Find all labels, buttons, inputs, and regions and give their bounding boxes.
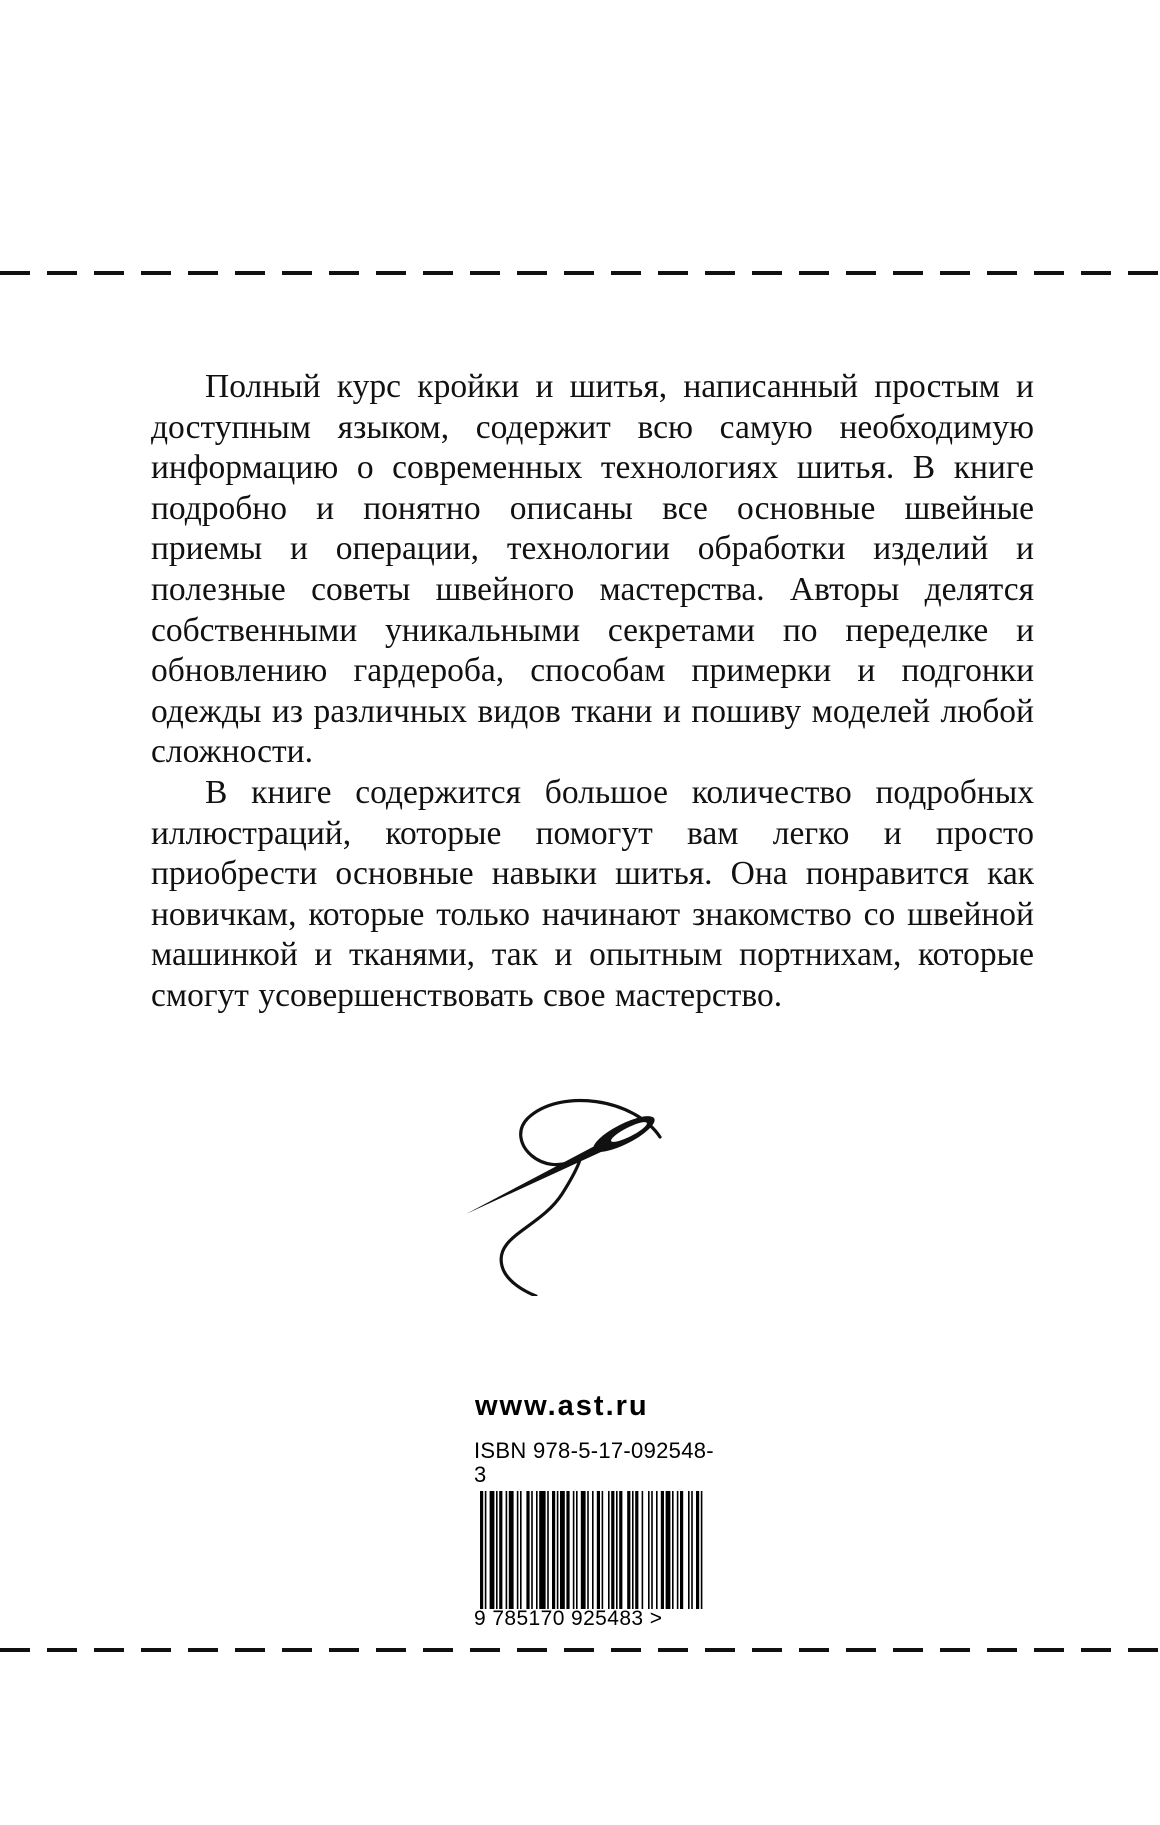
publisher-website: www.ast.ru xyxy=(475,1390,649,1422)
barcode-image xyxy=(474,1491,724,1609)
description-paragraph-2: В книге содержится большое количество подробных иллюстраций, которые помогут вам легко и просто приобрести основные навыки шитья. Она понравится как новичкам, которые только начинают знакомство со швейной машинкой и тканями, так и опытным портнихам, которые смогут усовершенствовать свое мастерство. xyxy=(151,773,1034,1014)
top-cut-line xyxy=(0,270,1160,276)
barcode-digits: 9 785170 925483 > xyxy=(474,1607,663,1630)
needle-and-thread-icon xyxy=(464,1096,700,1296)
isbn-block xyxy=(474,1439,724,1631)
bottom-cut-line xyxy=(0,1647,1160,1653)
book-description xyxy=(151,367,1034,1017)
description-paragraph-1: Полный курс кройки и шитья, написанный простым и доступным языком, содержит всю самую необходимую информацию о современных технологиях шитья. В книге подробно и понятно описаны все основные швейные приемы и операции, технологии обработки изделий и полезные советы швейного мастерства. Авторы делятся собственными уникальными секретами по переделке и обновлению гардероба, способам примерки и подгонки одежды из различных видов ткани и пошиву моделей любой сложности. xyxy=(151,368,1034,771)
isbn-number: ISBN 978-5-17-092548-3 xyxy=(474,1438,714,1487)
